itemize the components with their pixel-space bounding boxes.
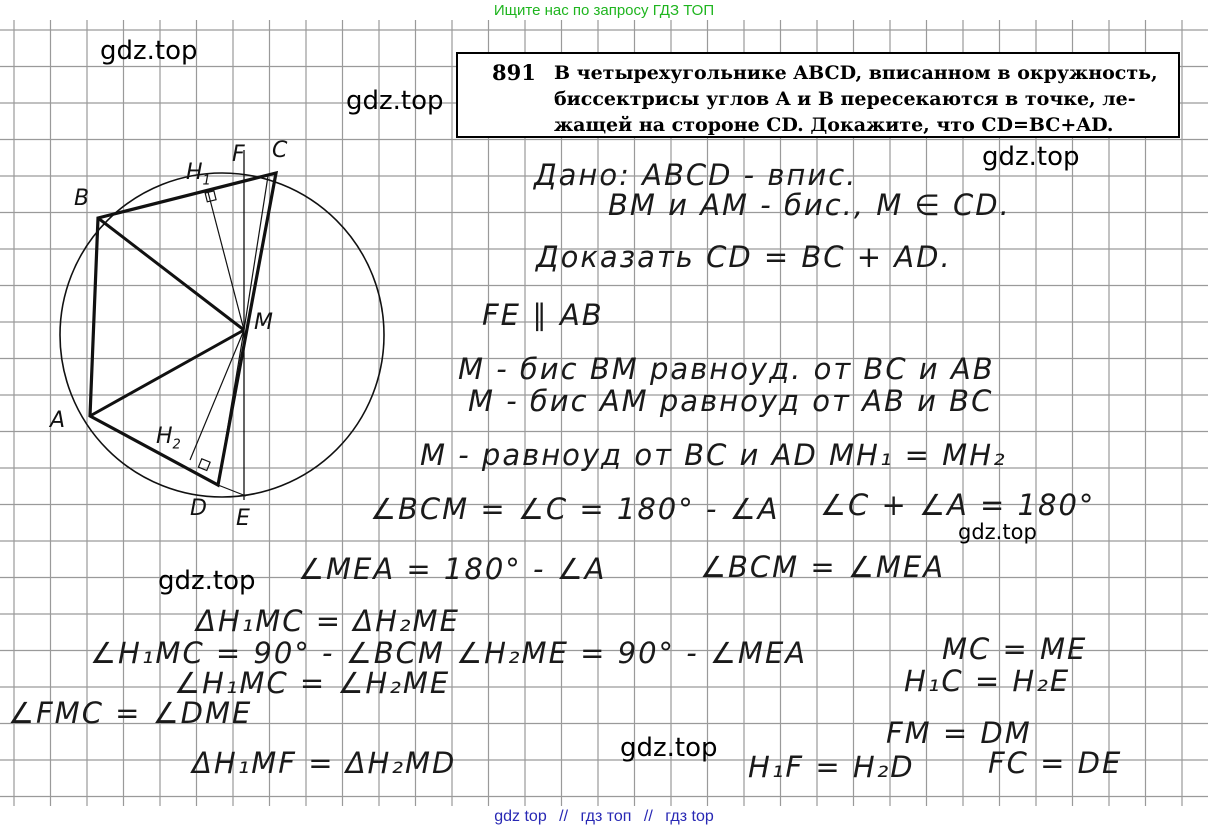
bisector-bm <box>98 218 244 330</box>
watermark: gdz.top <box>982 142 1080 172</box>
search-banner[interactable]: Ищите нас по запросу ГДЗ ТОП <box>493 2 715 19</box>
label-h1 <box>186 160 211 188</box>
right-angle-mark-h2 <box>198 459 210 471</box>
label-e: E <box>236 506 250 531</box>
solution-given-line-2: BM и AM - бис., M ∈ CD. <box>608 188 1011 222</box>
label-f: F <box>232 142 245 167</box>
label-d: D <box>190 496 207 521</box>
footer-link-gdz-top[interactable]: gdz top <box>494 808 547 825</box>
label-h2 <box>156 424 181 452</box>
quadrilateral-abcd <box>90 173 276 485</box>
solution-line-12a: ΔH₁MF = ΔH₂MD <box>192 746 457 780</box>
segment-mh1 <box>208 192 244 330</box>
label-h1-main: H <box>186 160 203 185</box>
extension-de <box>218 485 246 496</box>
footer-separator: // <box>559 808 569 825</box>
solution-line-7: ΔH₁MC = ΔH₂ME <box>196 604 460 638</box>
watermark: gdz.top <box>620 733 718 763</box>
footer-link-gdz-top-ru[interactable]: гдз топ <box>580 808 632 825</box>
problem-text: В четырехугольнике ABCD, вписанном в окружность, биссектрисы углов A и B пересекаются в точке, ле- жащей на стороне CD. Докажите, что CD=BC+AD. <box>554 62 1158 136</box>
solution-line-5a: ∠BCM = ∠C = 180° - ∠A <box>370 492 780 526</box>
solution-line-9a: ∠H₁MC = ∠H₂ME <box>174 666 451 700</box>
solution-line-3: M - бис AM равноуд от AB и BC <box>468 384 994 418</box>
label-c: C <box>272 138 288 163</box>
label-h1-sub: 1 <box>202 173 211 189</box>
solution-line-8b: MC = ME <box>942 632 1088 666</box>
segment-md <box>218 330 244 485</box>
solution-line-1: FE ∥ AB <box>482 298 604 332</box>
segment-mc <box>244 176 268 330</box>
watermark: gdz.top <box>346 86 444 116</box>
solution-given-line-1: Дано: ABCD - впис. <box>534 158 858 192</box>
solution-line-9b: H₁C = H₂E <box>904 664 1071 698</box>
solution-line-6a: ∠MEA = 180° - ∠A <box>298 552 607 586</box>
watermark: gdz.top <box>958 520 1037 544</box>
footer-links <box>0 808 1208 826</box>
solution-line-12b: H₁F = H₂D <box>748 750 915 784</box>
solution-line-5b: ∠C + ∠A = 180° <box>820 488 1096 522</box>
solution-line-6b: ∠BCM = ∠MEA <box>700 550 946 584</box>
footer-separator: // <box>643 808 653 825</box>
solution-prove-line: Доказать CD = BC + AD. <box>536 240 952 274</box>
solution-line-4: M - равноуд от BC и AD MH₁ = MH₂ <box>420 438 1007 472</box>
label-b: B <box>74 186 90 211</box>
solution-line-10: ∠FMC = ∠DME <box>8 696 253 730</box>
solution-line-8a: ∠H₁MC = 90° - ∠BCM ∠H₂ME = 90° - ∠MEA <box>90 636 808 670</box>
problem-number: 891 <box>492 60 536 85</box>
footer-link-gdz-top-mixed[interactable]: гдз top <box>665 808 714 825</box>
label-a: A <box>50 408 66 433</box>
watermark: gdz.top <box>100 36 198 66</box>
circumcircle <box>60 173 384 497</box>
label-h2-main: H <box>156 424 173 449</box>
bisector-am <box>90 330 244 416</box>
label-h2-sub: 2 <box>172 437 181 453</box>
solution-line-2: M - бис BM равноуд. от BC и AB <box>458 352 995 386</box>
solution-line-11a: FM = DM <box>886 716 1032 750</box>
label-m: M <box>254 310 273 335</box>
solution-line-12c: FC = DE <box>988 746 1123 780</box>
watermark: gdz.top <box>158 566 256 596</box>
